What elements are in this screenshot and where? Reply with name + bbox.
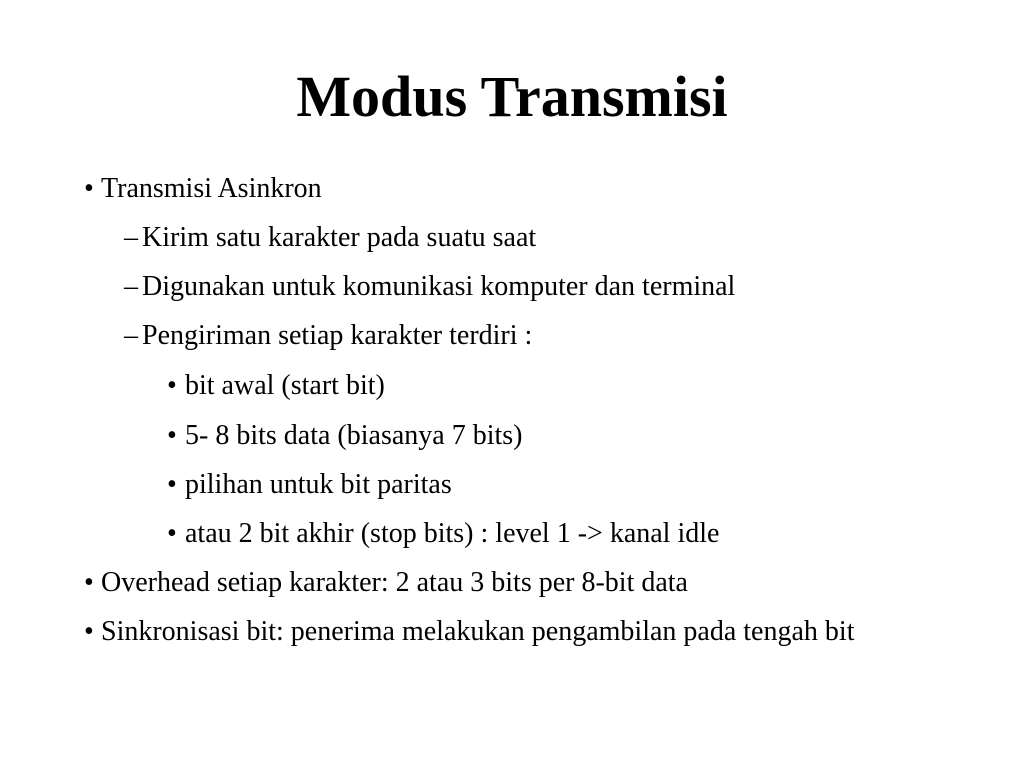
bullet-marker: • — [84, 567, 94, 598]
bullet-marker: • — [84, 173, 94, 204]
slide-title: Modus Transmisi — [296, 64, 728, 129]
bullet-marker: • — [167, 518, 177, 549]
bullet-marker: • — [167, 420, 177, 451]
bullet-marker: • — [84, 616, 94, 647]
subpoint-pengiriman-karakter: Pengiriman setiap karakter terdiri : — [142, 320, 533, 351]
detail-bits-data: 5- 8 bits data (biasanya 7 bits) — [185, 420, 523, 451]
detail-bit-akhir: atau 2 bit akhir (stop bits) : level 1 -> kanal idle — [185, 518, 720, 549]
bullet-marker: • — [167, 469, 177, 500]
subpoint-komunikasi-komputer: Digunakan untuk komunikasi komputer dan terminal — [142, 271, 736, 302]
bullet-sinkronisasi-bit: Sinkronisasi bit: penerima melakukan pengambilan pada tengah bit — [101, 616, 855, 647]
bullet-marker: • — [167, 370, 177, 401]
dash-marker: – — [124, 271, 138, 302]
dash-marker: – — [124, 222, 138, 253]
detail-bit-awal: bit awal (start bit) — [185, 370, 385, 401]
dash-marker: – — [124, 320, 138, 351]
subpoint-kirim-karakter: Kirim satu karakter pada suatu saat — [142, 222, 537, 253]
detail-bit-paritas: pilihan untuk bit paritas — [185, 469, 452, 500]
bullet-overhead: Overhead setiap karakter: 2 atau 3 bits per 8-bit data — [101, 567, 688, 598]
bullet-transmisi-asinkron: Transmisi Asinkron — [101, 173, 322, 204]
